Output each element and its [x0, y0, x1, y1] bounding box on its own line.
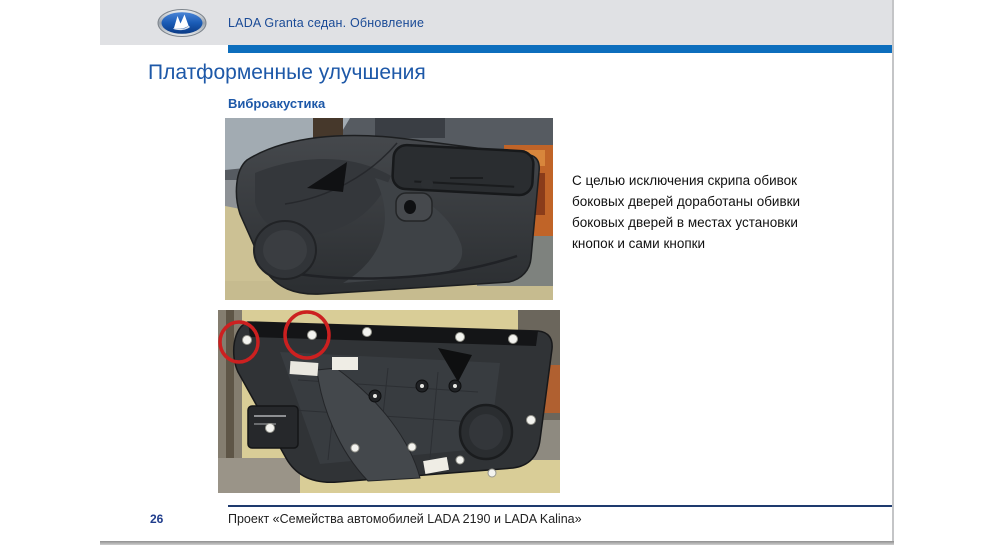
- slide-edge-shadow-right: [892, 0, 894, 541]
- footer-project-title: Проект «Семейства автомобилей LADA 2190 и LADA Kalina»: [228, 512, 582, 526]
- section-label: Виброакустика: [228, 96, 326, 111]
- description-text: С целью исключения скрипа обивок боковых дверей доработаны обивки боковых дверей в местах установки кнопок и сами кнопки: [572, 173, 801, 251]
- slide-title: Платформенные улучшения: [148, 61, 426, 84]
- footer-divider: [228, 505, 894, 507]
- slide-edge-shadow-bottom: [100, 541, 894, 545]
- presentation-slide: [100, 0, 894, 545]
- lada-logo-icon: [157, 8, 207, 38]
- page-number: 26: [150, 512, 164, 526]
- door-trim-front-photo: [225, 118, 553, 300]
- header-title: LADA Granta седан. Обновление: [228, 15, 425, 30]
- door-trim-back-photo: [218, 310, 560, 493]
- slide-header: [100, 0, 894, 45]
- header-accent-bar: [228, 45, 894, 53]
